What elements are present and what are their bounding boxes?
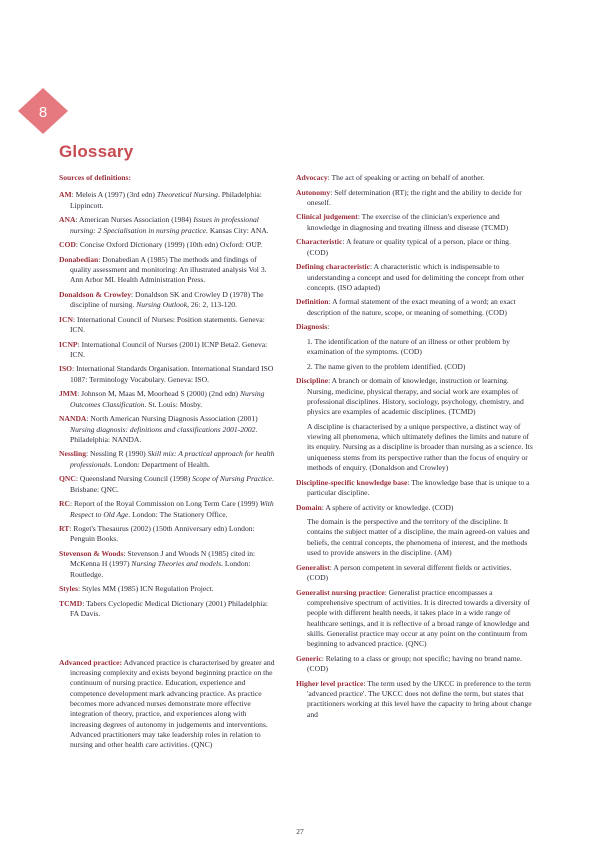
source-text: : Donaldson SK and Crowley D (1978) The discipline of nursing. — [70, 289, 264, 310]
source-title: Scope of Nursing Practice — [192, 474, 273, 484]
glossary-definition: : Self determination (RT); the right and the ability to decide for oneself. — [307, 187, 522, 207]
glossary-definition: Advanced practice is characterised by greater and increasing complexity and exists beyond beginning practice on the continuum of nursing practice. Education, experience and competence development mark advancing practice. As practice becomes more advanced nurses demonstrate more effective integration of theory, practice, and experiences along with increasing degrees of autonomy in judgements and interventions. Advanced practitioners may take leadership roles in relation to nursing and other health care activities. (QNC) — [70, 657, 275, 750]
glossary-subdefinition: The domain is the perspective and the territory of the discipline. It contains the subject matter of a discipline, the main agreed-on values and beliefs, the central concepts, the phenomena of interest, and the methods used to provide answers in the discipline. (AM) — [307, 517, 530, 558]
glossary-definition: : A person competent in several different fields or activities. (COD) — [307, 562, 512, 582]
glossary-term: Generalist — [296, 562, 330, 572]
source-publisher: . Philadelphia: NANDA. — [70, 424, 258, 444]
source-publisher: . Brisbane: QNC. — [70, 474, 274, 494]
source-title: Nursing Outcomes Classification — [70, 389, 265, 409]
source-term: Nessling — [59, 449, 87, 459]
source-text: : Stevenson J and Woods N (1985) cited in: McKenna H (1997) — [70, 548, 256, 569]
source-entry — [59, 524, 275, 545]
sources-heading: Sources of definitions: — [59, 173, 132, 182]
glossary-definition: : The act of speaking or acting on behalf of another. — [327, 173, 485, 182]
source-text: : International Standards Organisation. International Standard ISO 1087: Terminology Vocabulary. Geneva: ISO. — [70, 364, 274, 384]
source-title: Theoretical Nursing — [156, 190, 218, 200]
source-text: : Roget's Thesaurus (2002) (150th Anniversary edn) London: Penguin Books. — [69, 524, 255, 544]
source-text: : American Nurses Association (1984) — [75, 215, 194, 225]
source-entry — [59, 215, 275, 236]
source-title: Nursing Theories and models — [131, 559, 222, 569]
source-term: ICN — [59, 314, 73, 324]
source-text: : Nessling R (1990) — [86, 449, 148, 459]
glossary-term: Defining characteristic — [296, 262, 371, 272]
source-text: : Tabers Cyclopedic Medical Dictionary (2001) Philadelphia: FA Davis. — [70, 598, 268, 619]
source-entry — [59, 414, 275, 445]
source-entry — [59, 474, 275, 495]
source-term: QNC — [59, 474, 76, 484]
right-column — [296, 173, 533, 724]
sources-list — [59, 190, 275, 619]
glossary-term: Autonomy — [296, 187, 331, 197]
source-title: Skill mix: A practical approach for health professionals — [70, 449, 275, 469]
glossary-entry — [296, 654, 533, 675]
source-text: : North American Nursing Diagnosis Association (2001) — [86, 414, 258, 424]
glossary-term: Clinical judgement — [296, 212, 358, 222]
source-term: NANDA — [59, 414, 87, 424]
glossary-definition: : A branch or domain of knowledge, instruction or learning. Nursing, medicine, physical therapy, and social work are examples of professional disciplines. History, sociology, psychology, chemistry, and physics are examples of academic disciplines. (TCMD) — [307, 376, 524, 417]
source-text: : Report of the Royal Commission on Long Term Care (1999) — [69, 499, 260, 509]
source-term: COD — [59, 240, 76, 250]
glossary-subdefinition: 1. The identification of the nature of an illness or other problem by examination of the symptoms. (COD) — [307, 336, 510, 357]
glossary-term: Characteristic — [296, 237, 343, 247]
source-term: AM — [59, 190, 72, 200]
glossary-definition: : A formal statement of the exact meaning of a word; an exact description of the nature, scope, or meaning of something. (COD) — [307, 297, 516, 317]
source-term: RT — [59, 524, 70, 534]
source-text: : Concise Oxford Dictionary (1999) (10th edn) Oxford: OUP. — [75, 240, 263, 250]
glossary-term: Definition — [296, 297, 329, 307]
glossary-term: Generalist nursing practice — [296, 587, 385, 597]
source-publisher: . London: Routledge. — [70, 559, 251, 579]
glossary-entry — [296, 588, 533, 650]
source-text: : International Council of Nurses (2001) ICNP Beta2. Geneva: ICN. — [70, 339, 268, 359]
glossary-list-left — [59, 658, 275, 751]
source-term: RC — [59, 499, 70, 509]
source-term: Donaldson & Crowley — [59, 289, 132, 299]
glossary-definition: : The exercise of the clinician's experience and knowledge in diagnosing and treating illness and disease (TCMD) — [307, 212, 509, 232]
glossary-term: Discipline-specific knowledge base — [296, 477, 408, 487]
glossary-subdefinition: 2. The name given to the problem identified. (COD) — [307, 361, 466, 371]
source-entry — [59, 255, 275, 286]
glossary-entry — [59, 658, 275, 751]
source-publisher: , 26: 2, 113-120. — [187, 300, 237, 310]
source-entry — [59, 549, 275, 580]
source-title: Nursing diagnosis: definitions and classifications 2001-2002 — [70, 424, 256, 434]
glossary-entry — [296, 322, 533, 332]
source-entry — [59, 389, 275, 410]
glossary-term: Advocacy — [296, 173, 328, 182]
source-publisher: . London: Department of Health. — [110, 459, 210, 469]
glossary-term: Discipline — [296, 376, 329, 386]
source-publisher: . Philadelphia: Lippincott. — [70, 190, 262, 210]
source-entry — [59, 290, 275, 311]
glossary-definition: : — [327, 322, 330, 332]
glossary-definition: : A characteristic which is indispensable to understanding a concept and used for delimiting the concept from other concepts. (ISO adapted) — [307, 262, 525, 292]
source-entry — [59, 364, 275, 385]
source-text: : Johnson M, Maas M, Moorhead S (2000) (2nd edn) — [77, 389, 240, 399]
glossary-entry — [296, 188, 533, 209]
source-text: : Meleis A (1997) (3rd edn) — [71, 190, 157, 200]
source-entry — [59, 190, 275, 211]
source-title: Nursing Outlook — [136, 300, 188, 310]
page-number: 27 — [296, 827, 304, 836]
glossary-entry — [296, 478, 533, 499]
page-title: Glossary — [59, 142, 134, 161]
source-entry — [59, 499, 275, 520]
source-term: Styles — [59, 584, 78, 594]
glossary-list-right — [296, 173, 533, 720]
glossary-definition: : A sphere of activity or knowledge. (COD) — [321, 502, 454, 512]
source-title: Issues in professional nursing: 2 Specialisation in nursing practice — [70, 215, 259, 235]
source-entry — [59, 599, 275, 620]
source-publisher: . Kansas City: ANA. — [206, 225, 269, 235]
source-entry — [59, 340, 275, 361]
glossary-entry — [296, 376, 533, 417]
left-column — [59, 173, 275, 755]
source-entry — [59, 315, 275, 336]
chapter-number-badge — [18, 88, 68, 134]
glossary-subdefinition: A discipline is characterised by a unique perspective, a distinct way of viewing all phenomena, which ultimately defines the limits and nature of its enquiry. Nursing as a discipline is broader than nursing as a science. Its uniqueness stems from its perspective rather than the focus of enquiry or methods of enquiry. (Donaldson and Crowley) — [307, 421, 533, 473]
source-title: With Respect to Old Age — [70, 499, 274, 519]
glossary-term: Generic — [296, 653, 322, 663]
source-text: : Styles MM (1985) ICN Regulation Project. — [77, 584, 214, 594]
glossary-term: Advanced practice: — [59, 657, 123, 667]
source-entry — [59, 240, 275, 250]
source-term: ANA — [59, 215, 76, 225]
glossary-entry — [296, 503, 533, 513]
glossary-entry — [296, 173, 533, 183]
source-entry — [59, 449, 275, 470]
source-term: JMM — [59, 389, 78, 399]
glossary-entry — [296, 297, 533, 318]
glossary-term: Higher level practice — [296, 678, 364, 688]
glossary-definition: : Relating to a class or group; not specific; having no brand name. (COD) — [307, 653, 522, 674]
source-entry — [59, 584, 275, 594]
source-publisher: . London: The Stationery Office. — [128, 509, 228, 519]
glossary-definition: : A feature or quality typical of a person, place or thing. (COD) — [307, 237, 511, 257]
source-text: : Donabedian A (1985) The methods and findings of quality assessment and monitoring: An illustrated analysis Vol 3. Ann Arbor MI. Health Administration Press. — [70, 254, 267, 285]
source-text: : Queensland Nursing Council (1998) — [75, 474, 193, 484]
source-term: Donabedian — [59, 254, 99, 264]
source-term: ICNP — [59, 339, 78, 349]
glossary-entry — [296, 679, 533, 720]
source-term: Stevenson & Woods — [59, 548, 124, 558]
glossary-definition: : The term used by the UKCC in preference to the term 'advanced practice'. The UKCC does not define the term, but states that practitioners working at this level have the capacity to bring about change and — [307, 678, 532, 719]
glossary-definition: : The knowledge base that is unique to a particular discipline. — [307, 477, 530, 497]
source-publisher: . St. Louis: Mosby. — [144, 399, 203, 409]
source-term: ISO — [59, 364, 73, 374]
glossary-entry — [296, 262, 533, 293]
glossary-definition: : Generalist practice encompasses a comprehensive spectrum of activities. It is directed towards a diversity of people with different health needs, it takes place in a wide range of healthcare settings, and it is reflective of a broad range of knowledge and skills. Generalist practice may occur at any point on the continuum from beginning to advanced practice. (QNC) — [307, 587, 530, 649]
glossary-term: Diagnosis — [296, 322, 328, 332]
glossary-entry — [296, 212, 533, 233]
glossary-entry — [296, 237, 533, 258]
glossary-term: Domain — [296, 502, 322, 512]
source-text: : International Council of Nurses: Position statements. Geneva: ICN. — [70, 314, 265, 335]
chapter-number: 8 — [38, 104, 48, 121]
source-term: TCMD — [59, 598, 83, 608]
glossary-entry — [296, 563, 533, 584]
